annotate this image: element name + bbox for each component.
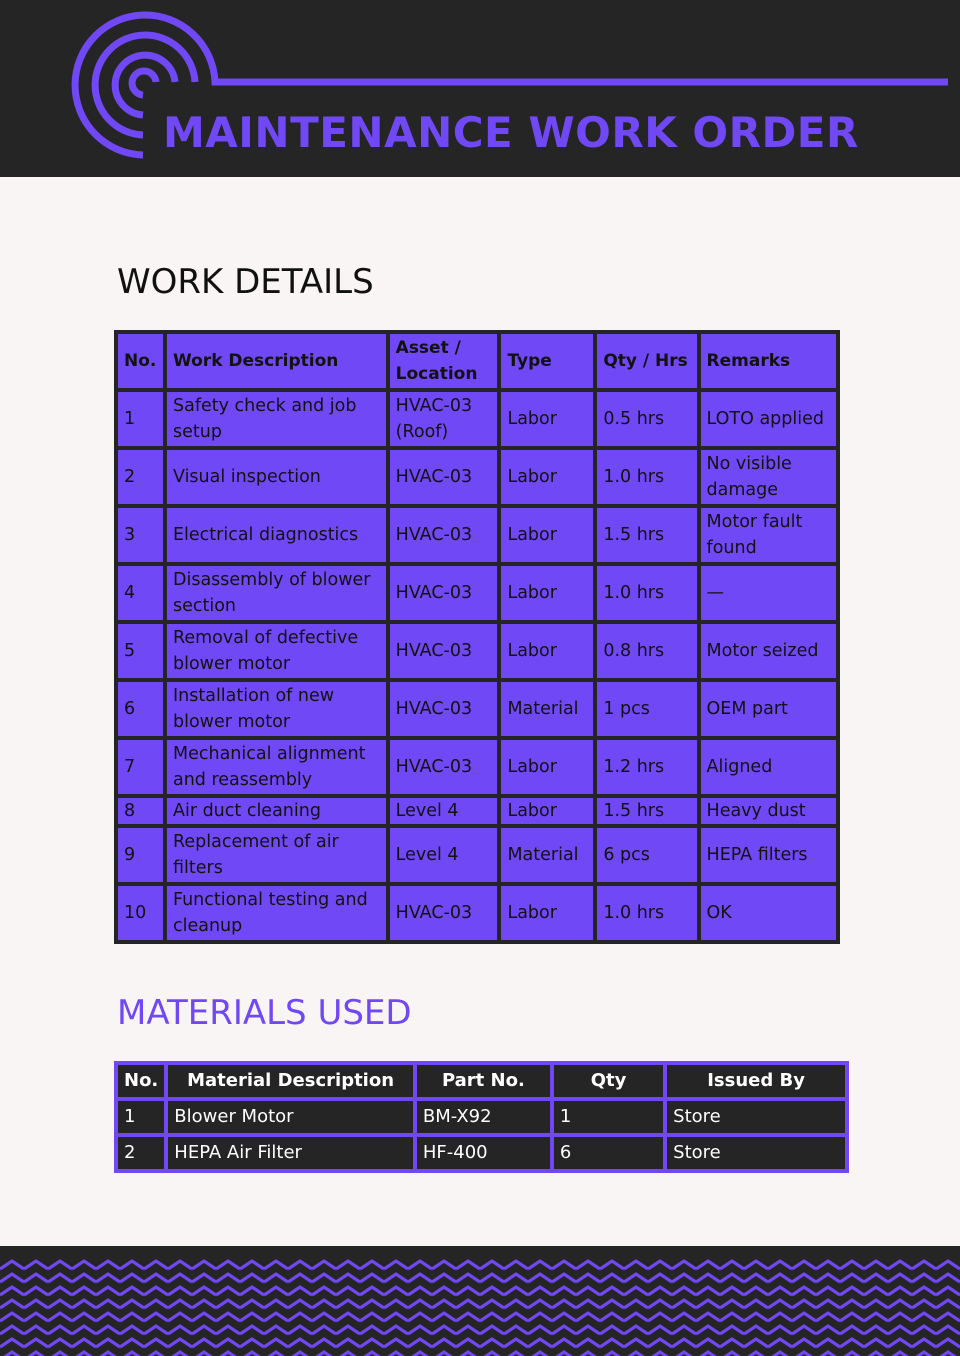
- table-cell: Aligned: [701, 740, 836, 794]
- table-cell: HF-400: [417, 1137, 550, 1169]
- table-cell: 6: [118, 682, 163, 736]
- table-cell: 2: [118, 450, 163, 504]
- table-cell: HEPA Air Filter: [168, 1137, 413, 1169]
- document-title: MAINTENANCE WORK ORDER: [163, 108, 859, 157]
- table-cell: Visual inspection: [167, 450, 386, 504]
- table-row: [118, 508, 836, 562]
- table-cell: 2: [118, 1137, 164, 1169]
- table-cell: Installation of new blower motor: [167, 682, 386, 736]
- table-cell: 0.5 hrs: [597, 392, 696, 446]
- table-cell: 5: [118, 624, 163, 678]
- table-header-row: [118, 334, 836, 388]
- column-header: No.: [118, 1065, 164, 1097]
- table-row: [118, 740, 836, 794]
- table-cell: Labor: [501, 886, 593, 940]
- table-cell: HVAC-03: [390, 508, 498, 562]
- table-cell: 1.5 hrs: [597, 508, 696, 562]
- work-details-table: [114, 330, 840, 944]
- table-cell: OEM part: [701, 682, 836, 736]
- table-cell: No visible damage: [701, 450, 836, 504]
- table-cell: Level 4: [390, 828, 498, 882]
- table-cell: 4: [118, 566, 163, 620]
- column-header: Asset / Location: [390, 334, 498, 388]
- work-details-heading: WORK DETAILS: [117, 262, 374, 302]
- table-row: [118, 392, 836, 446]
- table-cell: Store: [667, 1137, 845, 1169]
- table-cell: Labor: [501, 508, 593, 562]
- table-cell: Labor: [501, 566, 593, 620]
- table-cell: Blower Motor: [168, 1101, 413, 1133]
- table-cell: Material: [501, 682, 593, 736]
- table-cell: Replacement of air filters: [167, 828, 386, 882]
- table-cell: HVAC-03: [390, 886, 498, 940]
- table-cell: 8: [118, 798, 163, 824]
- table-row: [118, 624, 836, 678]
- header-banner: [0, 0, 960, 177]
- column-header: Type: [501, 334, 593, 388]
- table-cell: HEPA filters: [701, 828, 836, 882]
- column-header: Material Description: [168, 1065, 413, 1097]
- column-header: Work Description: [167, 334, 386, 388]
- table-cell: Heavy dust: [701, 798, 836, 824]
- table-cell: 1: [118, 1101, 164, 1133]
- table-cell: Mechanical alignment and reassembly: [167, 740, 386, 794]
- table-row: [118, 1137, 845, 1169]
- zigzag-pattern-icon: [0, 1246, 960, 1356]
- table-cell: Air duct cleaning: [167, 798, 386, 824]
- table-cell: Motor fault found: [701, 508, 836, 562]
- table-cell: 1.5 hrs: [597, 798, 696, 824]
- table-cell: 9: [118, 828, 163, 882]
- table-cell: Electrical diagnostics: [167, 508, 386, 562]
- table-cell: HVAC-03: [390, 566, 498, 620]
- table-cell: OK: [701, 886, 836, 940]
- table-cell: 1.0 hrs: [597, 450, 696, 504]
- column-header: Qty: [554, 1065, 663, 1097]
- table-cell: 1: [118, 392, 163, 446]
- table-cell: HVAC-03: [390, 740, 498, 794]
- table-cell: 1: [554, 1101, 663, 1133]
- table-cell: HVAC-03: [390, 624, 498, 678]
- table-row: [118, 828, 836, 882]
- table-cell: LOTO applied: [701, 392, 836, 446]
- table-cell: Material: [501, 828, 593, 882]
- table-cell: Store: [667, 1101, 845, 1133]
- table-cell: HVAC-03: [390, 682, 498, 736]
- table-cell: HVAC-03 (Roof): [390, 392, 498, 446]
- materials-used-table: [114, 1061, 849, 1173]
- table-cell: Labor: [501, 798, 593, 824]
- table-cell: Level 4: [390, 798, 498, 824]
- table-cell: Labor: [501, 624, 593, 678]
- table-cell: 6 pcs: [597, 828, 696, 882]
- table-row: [118, 798, 836, 824]
- column-header: Remarks: [701, 334, 836, 388]
- table-cell: Labor: [501, 392, 593, 446]
- table-cell: Labor: [501, 740, 593, 794]
- table-cell: 1 pcs: [597, 682, 696, 736]
- table-cell: 1.2 hrs: [597, 740, 696, 794]
- table-cell: Removal of defective blower motor: [167, 624, 386, 678]
- table-row: [118, 682, 836, 736]
- table-cell: Disassembly of blower section: [167, 566, 386, 620]
- table-row: [118, 886, 836, 940]
- column-header: Part No.: [417, 1065, 550, 1097]
- table-cell: Motor seized: [701, 624, 836, 678]
- table-cell: 7: [118, 740, 163, 794]
- table-cell: —: [701, 566, 836, 620]
- table-cell: 1.0 hrs: [597, 566, 696, 620]
- table-row: [118, 1101, 845, 1133]
- column-header: Issued By: [667, 1065, 845, 1097]
- table-cell: 10: [118, 886, 163, 940]
- table-cell: Safety check and job setup: [167, 392, 386, 446]
- materials-used-heading: MATERIALS USED: [117, 993, 412, 1033]
- table-cell: 3: [118, 508, 163, 562]
- footer-banner: [0, 1246, 960, 1356]
- table-row: [118, 450, 836, 504]
- table-cell: Labor: [501, 450, 593, 504]
- table-cell: 6: [554, 1137, 663, 1169]
- table-cell: 1.0 hrs: [597, 886, 696, 940]
- column-header: No.: [118, 334, 163, 388]
- column-header: Qty / Hrs: [597, 334, 696, 388]
- table-header-row: [118, 1065, 845, 1097]
- table-row: [118, 566, 836, 620]
- table-cell: 0.8 hrs: [597, 624, 696, 678]
- table-cell: BM-X92: [417, 1101, 550, 1133]
- table-cell: HVAC-03: [390, 450, 498, 504]
- table-cell: Functional testing and cleanup: [167, 886, 386, 940]
